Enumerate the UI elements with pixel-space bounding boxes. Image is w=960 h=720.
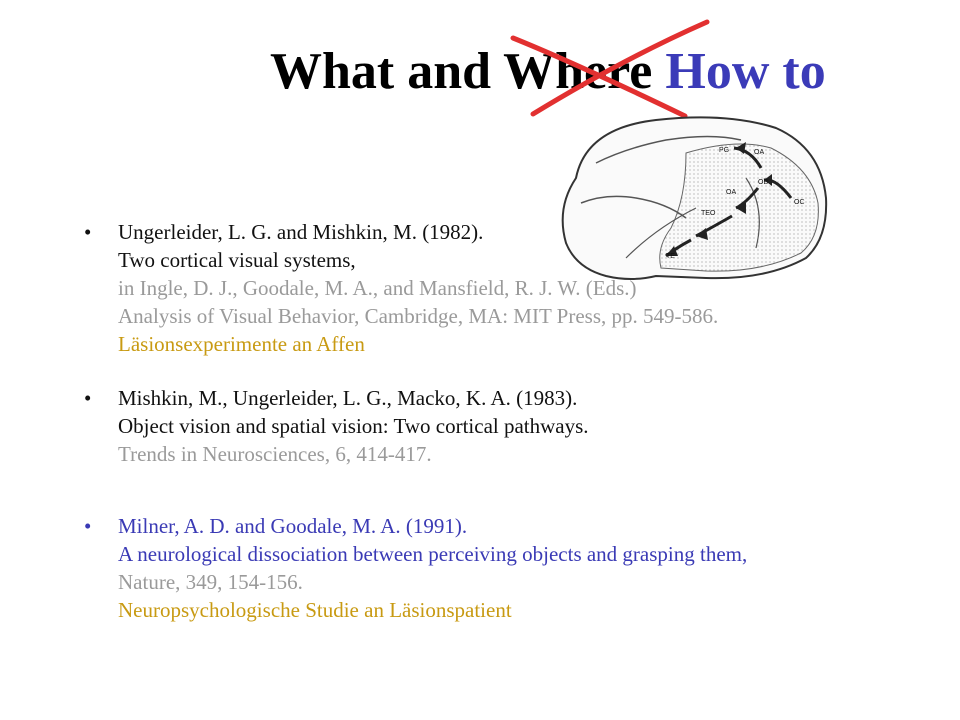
label-teo: TEO: [701, 210, 716, 217]
ref-3-note: Neuropsychologische Studie an Läsionspatient: [118, 598, 512, 622]
label-oc: OC: [794, 199, 805, 206]
ref-1-publisher: Analysis of Visual Behavior, Cambridge, MA: MIT Press, pp. 549-586.: [118, 304, 719, 328]
label-pg: PG: [719, 147, 730, 154]
ref-3-journal: Nature, 349, 154-156.: [118, 570, 303, 594]
title-how-to: How to: [652, 43, 826, 100]
ref-1-title: Two cortical visual systems,: [118, 248, 356, 272]
ref-2-authors: Mishkin, M., Ungerleider, L. G., Macko, K. A. (1983).: [118, 386, 578, 410]
ref-1-editors: in Ingle, D. J., Goodale, M. A., and Mansfield, R. J. W. (Eds.): [118, 276, 637, 300]
ref-3-title: A neurological dissociation between perceiving objects and grasping them,: [118, 542, 748, 566]
title-where-struck: Where: [503, 43, 653, 100]
label-oa-top: OA: [754, 149, 765, 156]
bullet-2: •: [84, 386, 92, 410]
ref-1-authors: Ungerleider, L. G. and Mishkin, M. (1982).: [118, 220, 484, 244]
bullet-1: •: [84, 220, 92, 244]
ref-1-note: Läsionsexperimente an Affen: [118, 332, 365, 356]
label-ob: OB: [758, 179, 769, 186]
label-oa-mid: OA: [726, 189, 737, 196]
title-what-and: What and: [270, 43, 504, 100]
label-te: TE: [666, 253, 675, 260]
ref-3-authors: Milner, A. D. and Goodale, M. A. (1991).: [118, 514, 468, 538]
ref-2-journal: Trends in Neurosciences, 6, 414-417.: [118, 442, 432, 466]
ref-2-title: Object vision and spatial vision: Two cortical pathways.: [118, 414, 589, 438]
bullet-3: •: [84, 514, 92, 538]
